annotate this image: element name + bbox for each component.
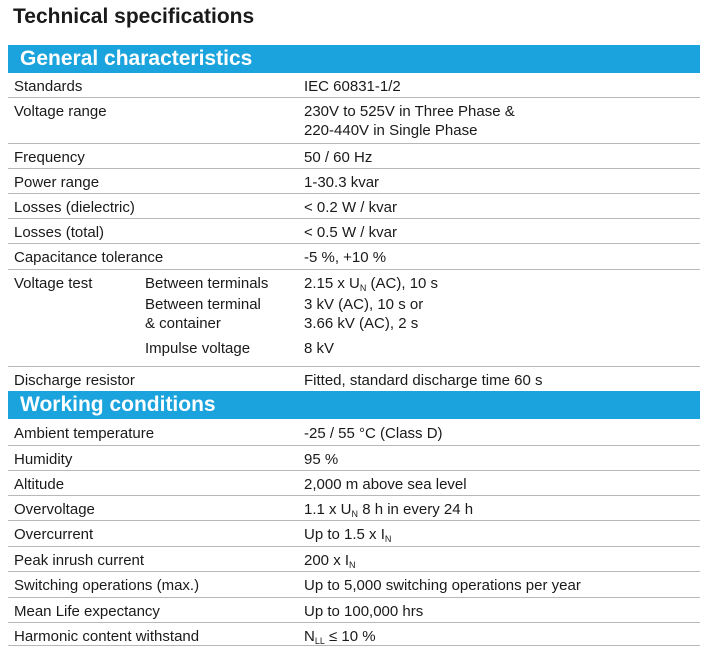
label-losses-total: Losses (total) [14, 224, 105, 241]
label-switching-operations: Switching operations (max.) [14, 577, 200, 594]
value-between-terminals: 2.15 x $U_N$ (AC), 10 s [304, 275, 439, 293]
value-voltage-range-line1: 230V to 525V in Three Phase & [304, 103, 515, 120]
value-switching-operations: Up to 5,000 switching operations per year [304, 577, 581, 594]
value-peak-inrush: 200 x $I_N$ [304, 552, 356, 570]
label-mean-life: Mean Life expectancy [14, 603, 160, 620]
label-overvoltage: Overvoltage [14, 501, 95, 518]
value-ambient-temperature: -25 / 55 °C (Class D) [304, 425, 443, 442]
label-capacitance-tolerance: Capacitance tolerance [14, 249, 164, 266]
row-voltage-test [8, 270, 700, 367]
value-impulse-voltage: 8 kV [304, 340, 335, 357]
row-overcurrent [8, 521, 700, 547]
value-altitude: 2,000 m above sea level [304, 476, 467, 493]
sublabel-between-terminals: Between terminals [145, 275, 269, 292]
value-losses-dielectric: < 0.2 W / kvar [304, 199, 397, 216]
row-standards [8, 73, 700, 98]
sublabel-impulse-voltage: Impulse voltage [145, 340, 251, 357]
row-losses-total [8, 219, 700, 244]
value-overcurrent: Up to 1.5 x $I_N$ [304, 526, 392, 544]
label-peak-inrush: Peak inrush current [14, 552, 145, 569]
sublabel-terminal-container-line1: Between terminal [145, 296, 261, 313]
label-altitude: Altitude [14, 476, 65, 493]
row-frequency [8, 144, 700, 169]
label-ambient-temperature: Ambient temperature [14, 425, 155, 442]
label-voltage-test: Voltage test [14, 275, 93, 292]
label-humidity: Humidity [14, 451, 73, 468]
row-switching-operations [8, 572, 700, 598]
label-standards: Standards [14, 78, 83, 95]
label-harmonic: Harmonic content withstand [14, 628, 200, 645]
value-discharge-resistor: Fitted, standard discharge time 60 s [304, 372, 543, 389]
value-standards: IEC 60831-1/2 [304, 78, 401, 95]
label-losses-dielectric: Losses (dielectric) [14, 199, 135, 216]
row-power-range [8, 169, 700, 194]
value-overvoltage: 1.1 x $U_N$ 8 h in every 24 h [304, 501, 474, 519]
label-voltage-range: Voltage range [14, 103, 107, 120]
row-discharge-resistor [8, 367, 700, 391]
value-mean-life: Up to 100,000 hrs [304, 603, 424, 620]
value-terminal-container-line1: 3 kV (AC), 10 s or [304, 296, 424, 313]
value-frequency: 50 / 60 Hz [304, 149, 373, 166]
label-frequency: Frequency [14, 149, 85, 166]
value-losses-total: < 0.5 W / kvar [304, 224, 397, 241]
label-power-range: Power range [14, 174, 100, 191]
row-overvoltage [8, 496, 700, 521]
row-capacitance-tolerance [8, 244, 700, 270]
table-bottom-rule [8, 645, 700, 646]
general-characteristics-table [8, 73, 700, 391]
value-terminal-container-line2: 3.66 kV (AC), 2 s [304, 315, 419, 332]
value-humidity: 95 % [304, 451, 339, 468]
value-power-range: 1-30.3 kvar [304, 174, 380, 191]
value-capacitance-tolerance: -5 %, +10 % [304, 249, 387, 266]
sublabel-terminal-container-line2: & container [145, 315, 221, 332]
label-discharge-resistor: Discharge resistor [14, 372, 135, 389]
value-harmonic: $N_{LL} \le 10$ % [304, 628, 376, 646]
row-ambient-temperature [8, 420, 700, 446]
row-mean-life [8, 598, 700, 623]
section-header-working: Working conditions [8, 391, 700, 419]
working-conditions-table [8, 420, 700, 648]
row-voltage-range [8, 98, 700, 144]
value-voltage-range-line2: 220-440V in Single Phase [304, 122, 478, 139]
section-header-general: General characteristics [8, 45, 700, 73]
row-losses-dielectric [8, 194, 700, 219]
label-overcurrent: Overcurrent [14, 526, 94, 543]
row-humidity [8, 446, 700, 471]
page-title: Technical specifications [13, 5, 255, 28]
row-altitude [8, 471, 700, 496]
row-peak-inrush [8, 547, 700, 572]
